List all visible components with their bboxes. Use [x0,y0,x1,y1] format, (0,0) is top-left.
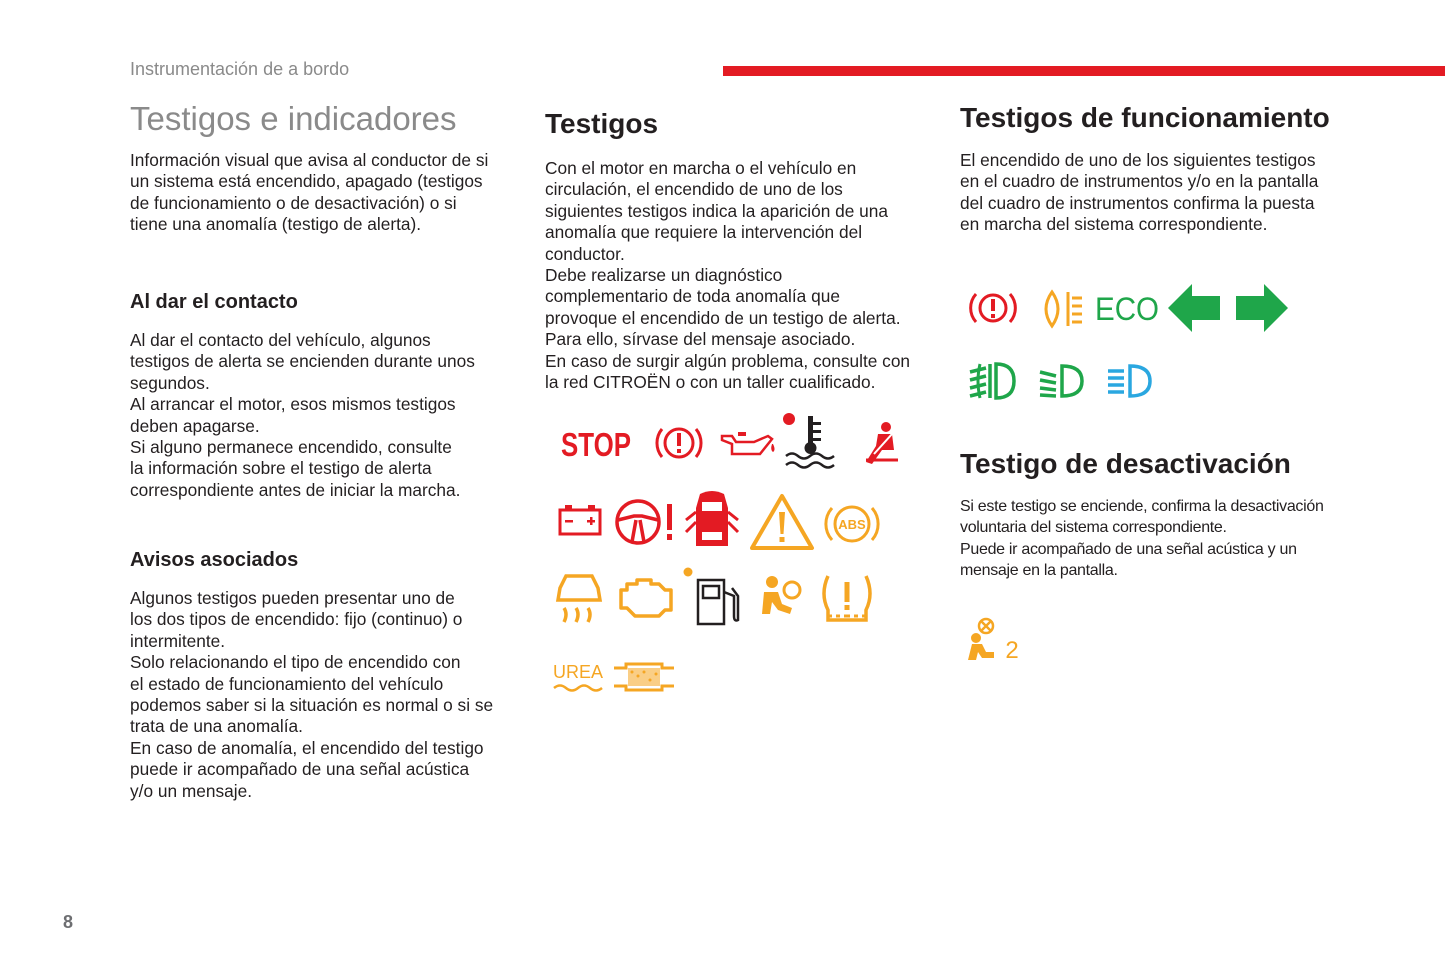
passenger-airbag-off-icon [966,616,1024,662]
airbag-icon [758,574,806,622]
operation-lamps-paragraph: El encendido de uno de los siguientes testigos en el cuadro de instrumentos y/o en la pantalla del cuadro de instrumentos confirma la puesta en marcha del sistema correspondiente. [960,150,1319,235]
deactivation-lamp-paragraph: Si este testigo se enciende, confirma la desactivación voluntaria del sistema correspondiente. Puede ir acompañado de una señal acústica y un mensaje en la pantalla. [960,498,1324,580]
left-turn-signal-icon [1166,282,1224,334]
particle-filter-icon [612,658,678,696]
deactivation-lamp-title: Testigo de desactivación [960,448,1291,479]
service-warning-icon [748,492,816,552]
contact-paragraph: Al dar el contacto del vehículo, algunos testigos de alerta se encienden durante unos segundos. Al arrancar el motor, esos mismos testigos deben apagarse. Si alguno permanece encendido, consulte la información sobre el testigo de alerta correspondiente antes de iniciar la marcha. [130,330,475,500]
eco-icon [1092,286,1162,330]
engine-check-icon [615,568,679,624]
oil-pressure-icon [718,424,776,462]
airbag-number: 2 [1005,637,1019,664]
stop-icon [558,418,634,468]
door-open-icon [684,488,740,552]
front-fog-light-icon [966,360,1020,402]
fuel-level-icon [694,576,744,628]
abs-icon [822,498,882,550]
stability-control-icon [552,570,606,626]
low-beam-icon [1036,362,1088,400]
stop-label: STOP [561,426,631,463]
coolant-temperature-icon [780,410,842,472]
operation-lamps-title: Testigos de funcionamiento [960,102,1330,133]
page-title: Testigos e indicadores [130,100,457,137]
tyre-pressure-icon [818,570,876,626]
abs-label: ABS [838,517,866,532]
warnings-heading: Avisos asociados [130,549,299,571]
page-number: 8 [63,912,74,932]
power-steering-icon [612,496,678,548]
right-turn-signal-icon [1232,282,1290,334]
rear-fog-light-icon [1038,288,1086,330]
warning-lamps-paragraph: Con el motor en marcha o el vehículo en circulación, el encendido de uno de los siguientes testigos indica la aparición de una anomalía que requiere la intervención del conductor. Debe realizarse un diagnóstico complementario de toda anomalía que provoque el encendido de un testigo de alerta. Para ello, sírvase del mensaje asociado. En caso de surgir algún problema, consulte con la red CITROËN o con un taller cualificado. [545,158,911,393]
brake-warning-icon [654,420,704,466]
parking-brake-icon [968,286,1018,330]
battery-icon [556,502,604,538]
eco-label: ECO [1095,291,1159,327]
indicator-dot-icon [682,566,694,578]
warnings-paragraph: Algunos testigos pueden presentar uno de los dos tipos de encendido: fijo (continuo) o intermitente. Solo relacionando el tipo de encendido con el estado de funcionamiento del vehículo podemos saber si la situación es normal o si se trata de una anomalía. En caso de anomalía, el encendido del testigo puede ir acompañado de una señal acústica y/o un mensaje. [130,588,494,801]
high-beam-icon [1104,362,1156,400]
warning-lamps-title: Testigos [545,108,659,139]
section-header: Instrumentación de a bordo [130,59,350,79]
contact-heading: Al dar el contacto [130,291,298,313]
intro-paragraph: Información visual que avisa al conductor de si un sistema está encendido, apagado (testigos de funcionamiento o de desactivación) o si tiene una anomalía (testigo de alerta). [130,150,489,235]
urea-label: UREA [552,662,604,682]
seatbelt-icon [860,420,904,468]
header-accent-bar [723,66,1445,76]
urea-icon [552,658,604,694]
